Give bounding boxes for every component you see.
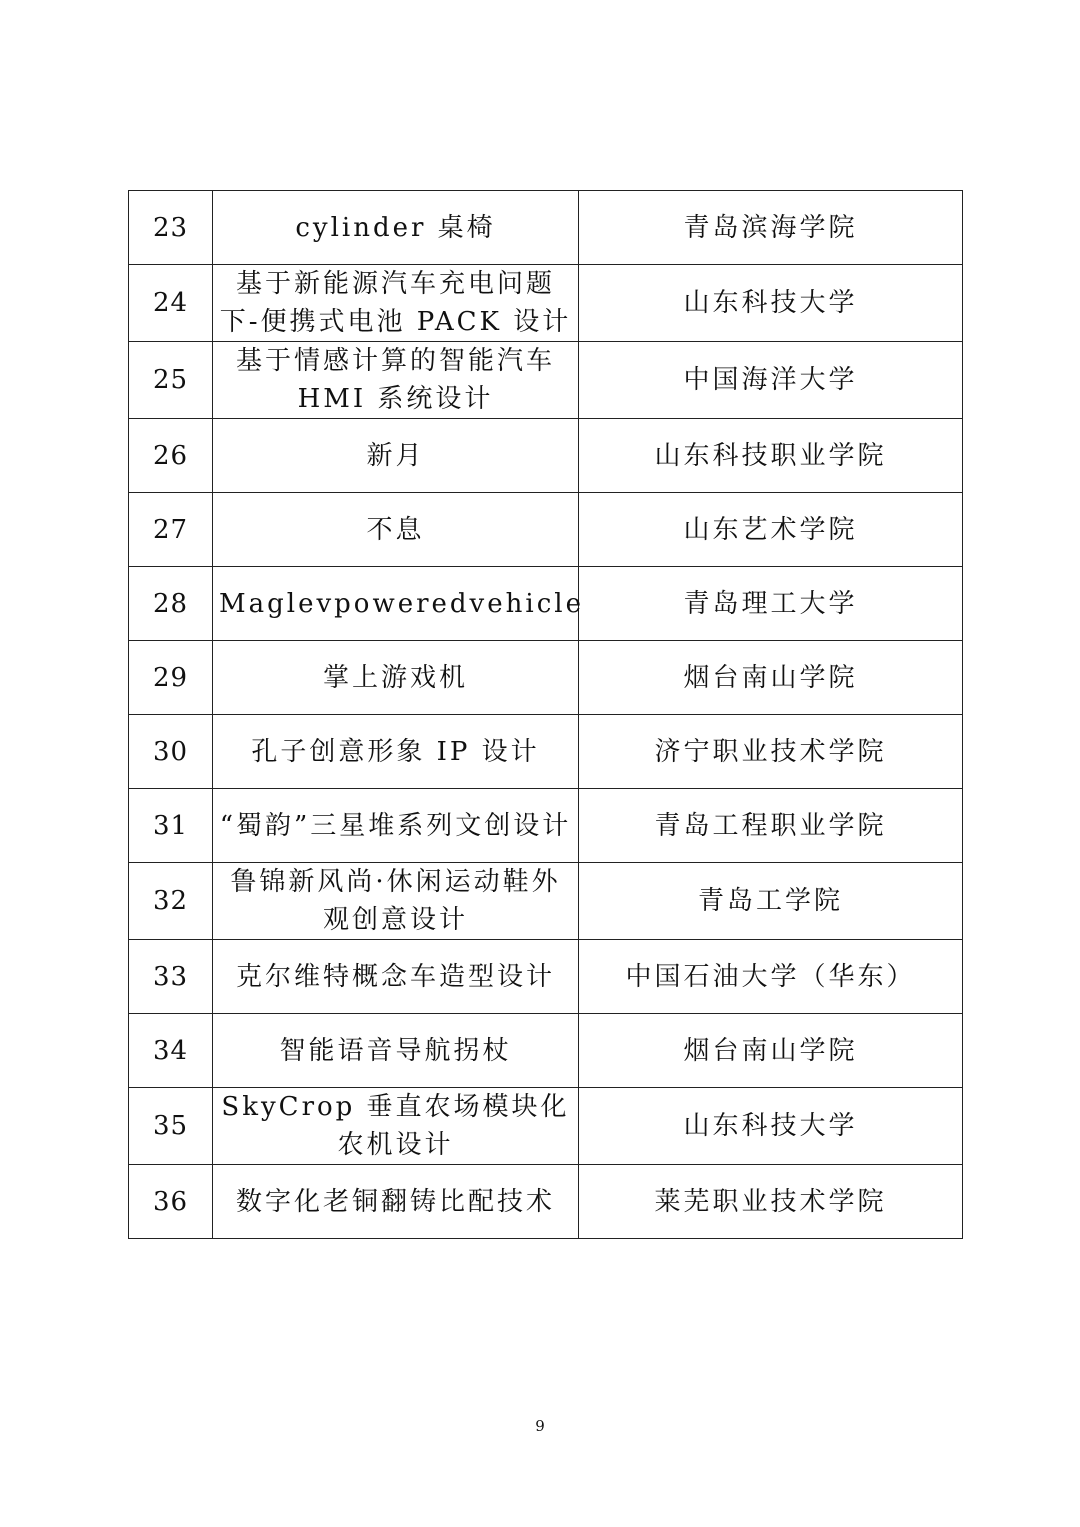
school-name-cell: 莱芜职业技术学院	[579, 1165, 963, 1239]
row-number-cell: 34	[129, 1014, 213, 1088]
entry-title-cell: 新月	[213, 419, 579, 493]
school-name-cell: 中国海洋大学	[579, 342, 963, 419]
entry-title-cell: 数字化老铜翻铸比配技术	[213, 1165, 579, 1239]
entry-title-cell: SkyCrop 垂直农场模块化农机设计	[213, 1088, 579, 1165]
table-row	[129, 265, 963, 342]
table-row	[129, 1165, 963, 1239]
school-name-cell: 山东科技职业学院	[579, 419, 963, 493]
row-number-cell: 23	[129, 191, 213, 265]
entry-title-cell: “蜀韵”三星堆系列文创设计	[213, 789, 579, 863]
school-name-cell: 青岛理工大学	[579, 567, 963, 641]
school-name-cell: 济宁职业技术学院	[579, 715, 963, 789]
table-row	[129, 715, 963, 789]
row-number-cell: 24	[129, 265, 213, 342]
table-row	[129, 567, 963, 641]
entry-title-cell: 孔子创意形象 IP 设计	[213, 715, 579, 789]
table-row	[129, 419, 963, 493]
table-row	[129, 863, 963, 940]
row-number-cell: 33	[129, 940, 213, 1014]
entry-title-cell: 基于情感计算的智能汽车 HMI 系统设计	[213, 342, 579, 419]
table-row	[129, 342, 963, 419]
school-name-cell: 烟台南山学院	[579, 1014, 963, 1088]
school-name-cell: 山东科技大学	[579, 265, 963, 342]
school-name-cell: 中国石油大学（华东）	[579, 940, 963, 1014]
entry-title-cell: 鲁锦新风尚·休闲运动鞋外观创意设计	[213, 863, 579, 940]
entry-title-cell: 不息	[213, 493, 579, 567]
row-number-cell: 36	[129, 1165, 213, 1239]
row-number-cell: 28	[129, 567, 213, 641]
table-row	[129, 789, 963, 863]
entry-title-cell: cylinder 桌椅	[213, 191, 579, 265]
table-row	[129, 1014, 963, 1088]
table-row	[129, 940, 963, 1014]
school-name-cell: 青岛工程职业学院	[579, 789, 963, 863]
entry-title-cell: 智能语音导航拐杖	[213, 1014, 579, 1088]
row-number-cell: 27	[129, 493, 213, 567]
entry-title-cell: 掌上游戏机	[213, 641, 579, 715]
row-number-cell: 35	[129, 1088, 213, 1165]
school-name-cell: 青岛滨海学院	[579, 191, 963, 265]
row-number-cell: 26	[129, 419, 213, 493]
row-number-cell: 30	[129, 715, 213, 789]
school-name-cell: 山东艺术学院	[579, 493, 963, 567]
table-row	[129, 641, 963, 715]
table-row	[129, 493, 963, 567]
school-name-cell: 烟台南山学院	[579, 641, 963, 715]
school-name-cell: 山东科技大学	[579, 1088, 963, 1165]
row-number-cell: 25	[129, 342, 213, 419]
row-number-cell: 29	[129, 641, 213, 715]
school-name-cell: 青岛工学院	[579, 863, 963, 940]
page-number: 9	[535, 1417, 545, 1435]
table-row	[129, 191, 963, 265]
entries-table-body	[129, 191, 963, 1239]
entry-title-cell: Maglevpoweredvehicle	[213, 567, 579, 641]
table-row	[129, 1088, 963, 1165]
row-number-cell: 31	[129, 789, 213, 863]
entry-title-cell: 基于新能源汽车充电问题下-便携式电池 PACK 设计	[213, 265, 579, 342]
entry-title-cell: 克尔维特概念车造型设计	[213, 940, 579, 1014]
entries-table	[128, 190, 963, 1239]
row-number-cell: 32	[129, 863, 213, 940]
